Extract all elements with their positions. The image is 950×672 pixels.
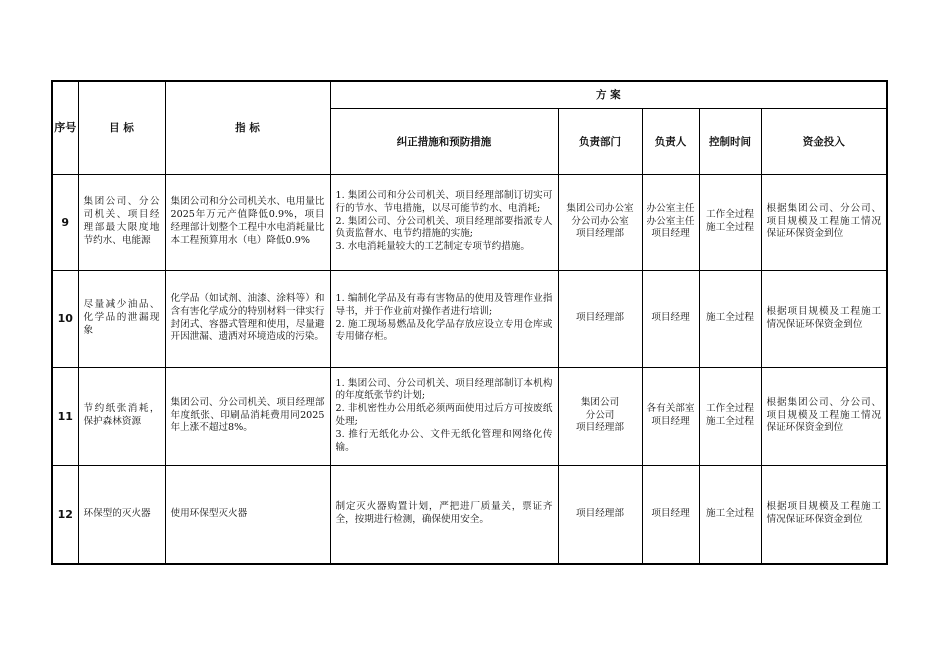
header-indicator: 指 标 xyxy=(165,81,330,174)
row-seq: 9 xyxy=(52,174,78,270)
row-indicator: 集团公司、分公司机关、项目经理部年度纸张、印刷品消耗费用同2025年上涨不超过8%。 xyxy=(165,367,330,465)
header-target: 目 标 xyxy=(78,81,165,174)
header-measures: 纠正措施和预防措施 xyxy=(330,108,558,174)
row-dept: 集团公司 分公司 项目经理部 xyxy=(558,367,642,465)
row-indicator: 化学品（如试剂、油漆、涂料等）和含有害化学成分的特别材料一律实行封闭式、容器式管理和使用，尽量避开因泄漏、遗洒对环境造成的污染。 xyxy=(165,270,330,367)
row-person: 各有关部室 项目经理 xyxy=(642,367,699,465)
row-person: 办公室主任 办公室主任 项目经理 xyxy=(642,174,699,270)
row-target: 集团公司、分公司机关、项目经理部最大限度地节约水、电能源 xyxy=(78,174,165,270)
row-indicator: 集团公司和分公司机关水、电用量比2025年万元产值降低0.9%，项目经理部计划整个工程中水电消耗量比本工程预算用水（电）降低0.9% xyxy=(165,174,330,270)
row-time: 施工全过程 xyxy=(699,465,761,564)
row-dept: 集团公司办公室 分公司办公室 项目经理部 xyxy=(558,174,642,270)
row-seq: 10 xyxy=(52,270,78,367)
row-seq: 12 xyxy=(52,465,78,564)
row-fund: 根据项目规模及工程施工情况保证环保资金到位 xyxy=(761,270,887,367)
table-row xyxy=(52,270,887,367)
header-seq: 序号 xyxy=(52,81,78,174)
table-row xyxy=(52,465,887,564)
row-target: 尽量减少油品、化学品的泄漏现象 xyxy=(78,270,165,367)
header-fund: 资金投入 xyxy=(761,108,887,174)
row-measures: 1. 编制化学品及有毒有害物品的使用及管理作业指导书，并于作业前对操作者进行培训; 2. 施工现场易燃品及化学品存放应设立专用仓库或专用储存柜。 xyxy=(330,270,558,367)
row-target: 环保型的灭火器 xyxy=(78,465,165,564)
row-fund: 根据集团公司、分公司、项目规模及工程施工情况保证环保资金到位 xyxy=(761,174,887,270)
row-target: 节约纸张消耗，保护森林资源 xyxy=(78,367,165,465)
row-indicator: 使用环保型灭火器 xyxy=(165,465,330,564)
header-person: 负责人 xyxy=(642,108,699,174)
row-time: 工作全过程 施工全过程 xyxy=(699,367,761,465)
row-person: 项目经理 xyxy=(642,465,699,564)
row-fund: 根据项目规模及工程施工情况保证环保资金到位 xyxy=(761,465,887,564)
row-dept: 项目经理部 xyxy=(558,465,642,564)
table-row xyxy=(52,367,887,465)
row-dept: 项目经理部 xyxy=(558,270,642,367)
row-seq: 11 xyxy=(52,367,78,465)
row-measures: 1. 集团公司和分公司机关、项目经理部制订切实可行的节水、节电措施，以尽可能节约水、电消耗; 2. 集团公司、分公司机关、项目经理部要指派专人负责监督水、电节约措施的实施; 3. 水电消耗量较大的工艺制定专项节约措施。 xyxy=(330,174,558,270)
row-time: 工作全过程 施工全过程 xyxy=(699,174,761,270)
row-time: 施工全过程 xyxy=(699,270,761,367)
row-person: 项目经理 xyxy=(642,270,699,367)
row-fund: 根据集团公司、分公司、项目规模及工程施工情况保证环保资金到位 xyxy=(761,367,887,465)
header-time: 控制时间 xyxy=(699,108,761,174)
row-measures: 1. 集团公司、分公司机关、项目经理部制订本机构的年度纸张节约计划; 2. 非机密性办公用纸必须两面使用过后方可按废纸处理; 3. 推行无纸化办公、文件无纸化管理和网络化传输。 xyxy=(330,367,558,465)
header-dept: 负责部门 xyxy=(558,108,642,174)
environment-plan-table xyxy=(51,80,888,565)
header-plan: 方 案 xyxy=(330,81,887,108)
row-measures: 制定灭火器购置计划，严把进厂质量关，票证齐全，按期进行检测，确保使用安全。 xyxy=(330,465,558,564)
header-row-1 xyxy=(52,81,887,108)
table-row xyxy=(52,174,887,270)
